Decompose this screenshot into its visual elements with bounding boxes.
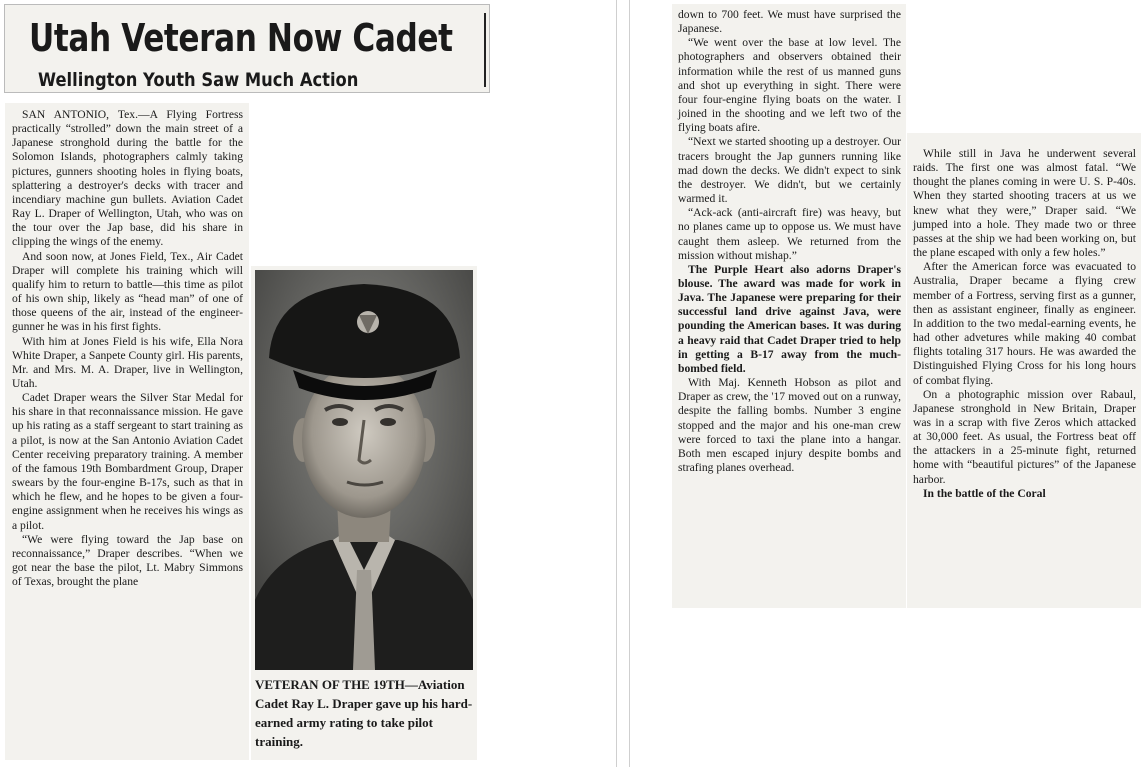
col2-paragraph: “Ack-ack (anti-aircraft fire) was heavy, but no planes came up to oppose us. We must have caught them asleep. We returned from the mission without mishap.” [678,206,901,262]
headline-subtitle: Wellington Youth Saw Much Action [38,69,359,91]
photo-caption: VETERAN OF THE 19TH—Aviation Cadet Ray L. Draper gave up his hard-earned army rating to take pilot training. [255,677,473,749]
col3-tail-line: In the battle of the Coral [923,486,1046,500]
headline-clipping [4,4,490,93]
col1-paragraph: Cadet Draper wears the Silver Star Medal for his share in that reconnaissance mission. He gave up his rating as a staff sergeant to start training as a pilot, is now at the San Antonio Aviation Cadet Center receiving preparatory training. A member of the famous 19th Bombardment Group, Draper swears by the four-engine B-17s, such as that in which he flew, and he hopes to be given a four-engine assignment when he receives his wings as a pilot. [12,391,243,532]
col2-paragraph: “We went over the base at low level. The photographers and observers obtained their information while the rest of us manned guns and shot up everything in sight. There were four four-engine flying boats on the water. I joined in the shooting and we left two of the flying boats afire. [678,36,901,135]
col3-paragraph: On a photographic mission over Rabaul, Japanese stronghold in New Britain, Draper was in a scrap with five Zeros which attacked at 30,000 feet. As usual, the Fortress beat off the attackers in a 25-minute fight, returned home with “beautiful pictures” of the Japanese harbor. [913,387,1136,486]
page-divider-right [629,0,630,767]
col1-paragraph: “We were flying toward the Jap base on reconnaissance,” Draper describes. “When we got near the base the pilot, Lt. Mabry Simmons of Texas, brought the plane [12,532,243,589]
col2-paragraph: With Maj. Kenneth Hobson as pilot and Draper as crew, the '17 moved out on a runway, despite the falling bombs. Number 3 engine stopped and the major and his one-man crew were forced to taxi the plane into a hangar. Both men escaped injury despite bombs and strafing planes overhead. [678,376,901,474]
article-column-2 [672,4,906,608]
col1-paragraph: With him at Jones Field is his wife, Ella Nora White Draper, a Sanpete County girl. His parents, Mr. and Mrs. M. A. Draper, live in Wellington, Utah. [12,334,243,390]
col1-paragraph: SAN ANTONIO, Tex.—A Flying Fortress practically “strolled” down the main street of a Japanese stronghold during the battle for the Solomon Islands, photographers calmly taking pictures, gunners shooting holes in flying boats, splattering a destroyer's decks with tracer and incendiary machine gun bullets. Aviation Cadet Ray L. Draper of Wellington, Utah, who was on the tour over the Jap base, did his share in clipping the wings of the enemy. [12,108,243,249]
portrait-photo [255,270,473,670]
headline-rule [484,13,486,87]
article-column-1 [5,103,249,760]
article-column-3 [907,133,1141,608]
page-divider-left [616,0,617,767]
col2-paragraph: “Next we started shooting up a destroyer. Our tracers brought the Jap gunners running like mad down the decks. We didn't expect to sink the destroyer. We didn't, but we certainly warmed it. [678,135,901,206]
col2-bold-paragraph: The Purple Heart also adorns Draper's blouse. The award was made for work in Java. The Japanese were preparing for their successful land drive against Java, were pounding the American bases. It was during a heavy raid that Cadet Draper tried to help in getting a B-17 away from the much-bombed field. [678,262,901,375]
col1-paragraph: And soon now, at Jones Field, Tex., Air Cadet Draper will complete his training which will qualify him to return to battle—this time as pilot of his own ship, likely as “head man” of one of those queens of the air, instead of the engineer-gunner he was in his first fights. [12,249,243,334]
headline-title: Utah Veteran Now Cadet [29,16,453,60]
photo-clipping [251,266,477,760]
col2-paragraph: down to 700 feet. We must have surprised the Japanese. [678,8,901,36]
col3-paragraph: After the American force was evacuated to Australia, Draper became a flying crew member of a Fortress, serving first as a gunner, then as assistant engineer, finally as engineer. In addition to the two medal-earning events, he had other advetures while making 40 combat flights totaling 317 hours. He was awarded the Distinguished Flying Cross for his long hours of combat flying. [913,260,1136,387]
col3-paragraph: While still in Java he underwent several raids. The first one was almost fatal. “We thought the planes coming in were U. S. P-40s. When they started shooting tracers at us we knew what they were,” Draper said. “We jumped into a hole. They made two or three passes at the ship we had been working on, but the plane escaped with only a few holes.” [913,147,1136,260]
